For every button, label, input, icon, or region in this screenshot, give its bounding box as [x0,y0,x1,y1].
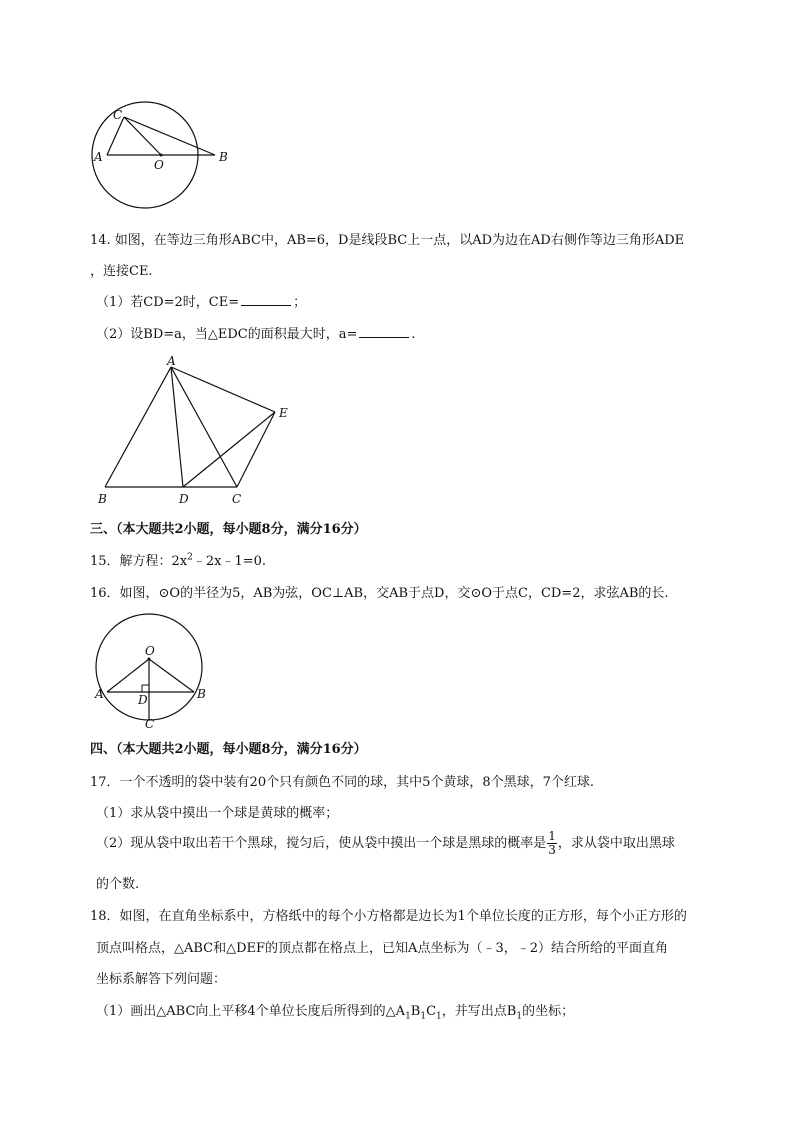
q17-line1: 17．一个不透明的袋中装有20个只有颜色不同的球，其中5个黄球，8个黑球，7个红球. [90,775,595,790]
label-o: O [154,158,164,172]
q17-part2: （2）现从袋中取出若干个黑球，搅匀后，使从袋中摸出一个球是黑球的概率是 $\frac{1}{3}$ ，求从袋中取出黑球 [96,829,675,857]
fraction-one-third: $\frac{1}{3}$ [548,829,556,857]
q14-line2: ，连接CE. [90,264,153,279]
q17-part2-cont: 的个数. [96,877,140,892]
label-c: C [113,108,123,122]
q16: 16．如图，⊙O的半径为5，AB为弦，OC⊥AB，交AB于点D，交⊙O于点C，CD=2，求弦AB的长. [90,586,669,601]
label-c: C [232,492,242,506]
answer-blank-2[interactable] [359,325,409,338]
label-d: D [138,693,148,707]
q14-line1: 14. 如图，在等边三角形ABC中，AB=6，D是线段BC上一点，以AD为边在AD右侧作等边三角形ADE [90,233,685,248]
section-4-heading: 四、（本大题共2小题，每小题8分，满分16分） [90,742,367,757]
figure-14-triangles [95,354,295,507]
center-dot [160,154,163,157]
chord-cb [124,117,215,155]
label-e: E [279,406,288,420]
figure-16-circle [90,606,220,731]
label-c: C [145,717,155,731]
chord-ca [107,117,124,155]
q14-part2: （2）设BD=a，当△EDC的面积最大时，a= . [96,327,416,342]
label-a: A [94,150,103,164]
label-b: B [197,687,206,701]
q17-part1: （1）求从袋中摸出一个球是黄球的概率； [96,806,339,821]
q18-line1: 18．如图，在直角坐标系中，方格纸中的每个小方格都是边长为1个单位长度的正方形，每个小正方形的 [90,909,687,924]
q18-part1: （1）画出△ABC向上平移4个单位长度后所得到的$\triangle A_1B_1C_1$，并写出点$B_1$的坐标； [96,1004,575,1022]
q18-line2: 顶点叫格点，△ABC和△DEF的顶点都在格点上，已知A点坐标为（﹣3，﹣2）结合所给的平面直角 [96,941,668,956]
label-o: O [145,644,155,658]
segment-co [124,117,161,155]
q14-part1: （1）若CD=2时，CE= ； [96,295,307,310]
label-d: D [179,492,189,506]
label-a: A [167,354,176,368]
label-b: B [98,492,107,506]
answer-blank-1[interactable] [241,293,291,306]
q15: 15．解方程：$2x^2﹣2x﹣1=0$. [90,552,267,569]
label-a: A [95,687,104,701]
label-b: B [219,150,228,164]
figure-13-circle [90,100,230,210]
q18-line3: 坐标系解答下列问题： [96,972,227,987]
section-3-heading: 三、（本大题共2小题，每小题8分，满分16分） [90,522,367,537]
